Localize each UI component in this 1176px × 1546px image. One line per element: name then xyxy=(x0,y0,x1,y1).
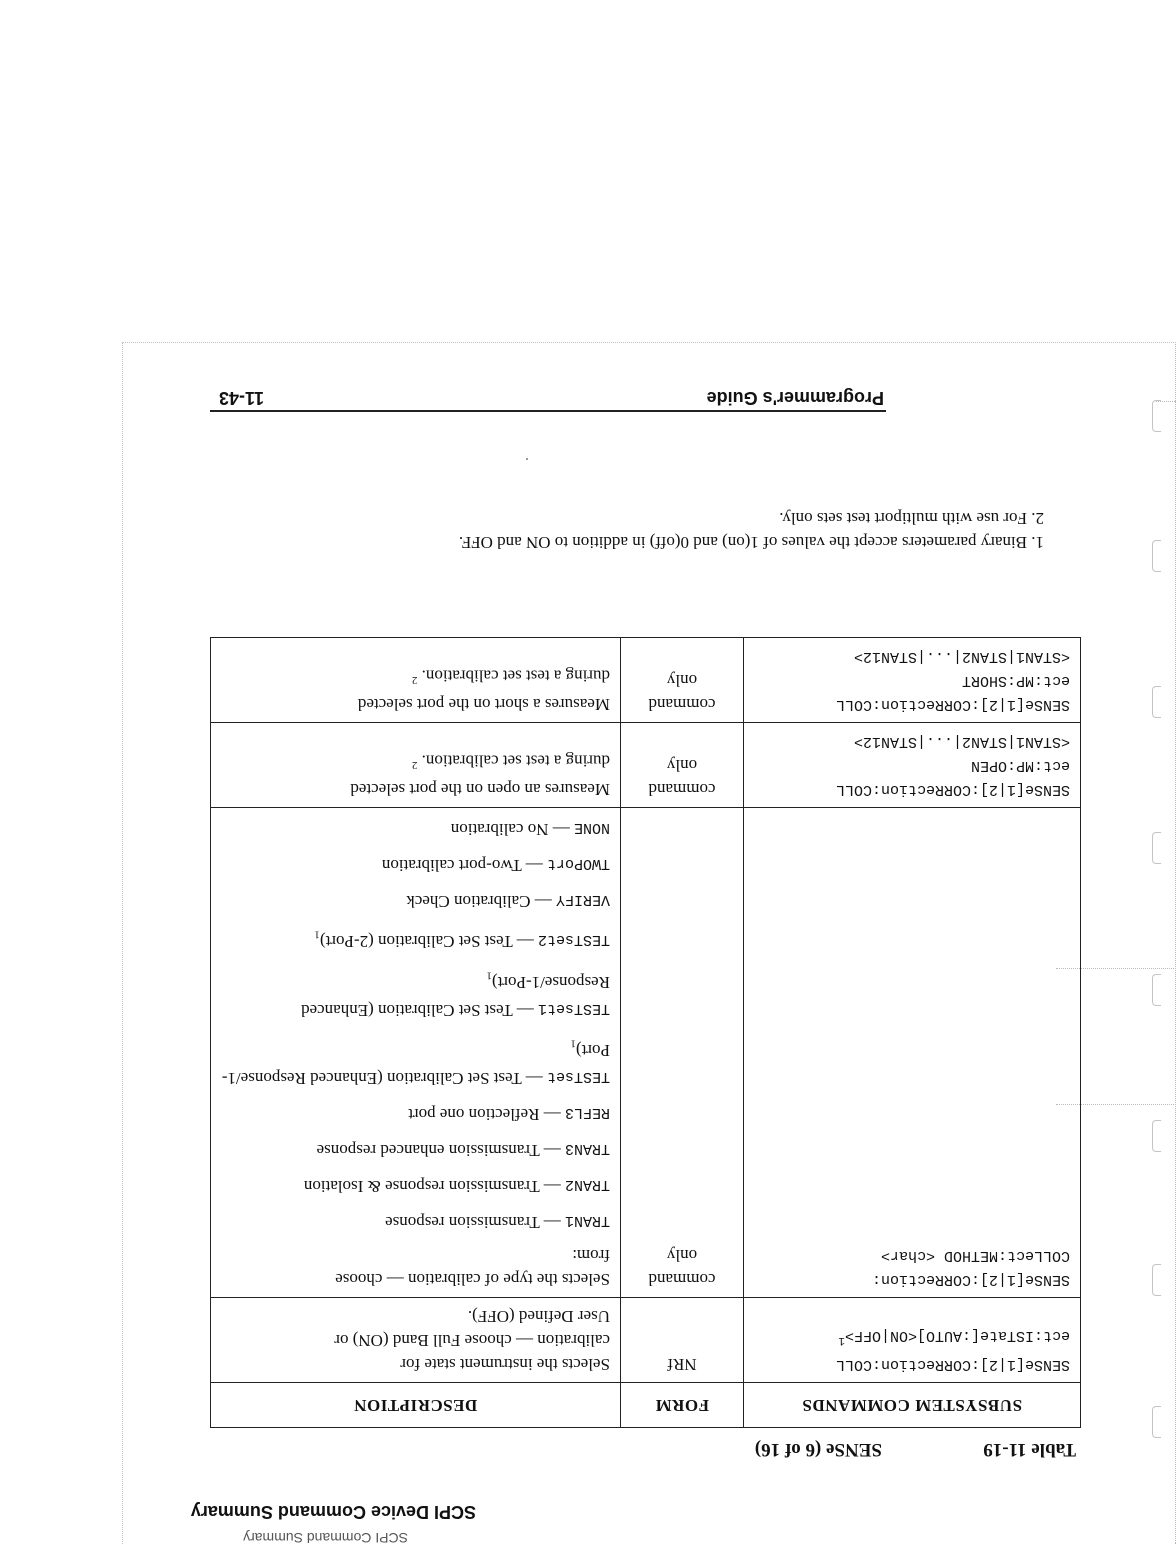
index-tab xyxy=(1152,540,1161,572)
option-code: TRAN1 xyxy=(564,1212,610,1229)
option-item xyxy=(221,1171,610,1199)
form-value: only xyxy=(666,755,698,775)
description-cell xyxy=(211,637,621,722)
command-table xyxy=(210,637,1081,1428)
index-tab xyxy=(1152,974,1161,1006)
option-text: — Transmission response & Isolation xyxy=(303,1177,561,1196)
table-row xyxy=(211,637,1081,722)
description-line: Selects the instrument state for xyxy=(400,1355,610,1374)
form-value: command xyxy=(648,1270,716,1289)
option-text: — Calibration Check xyxy=(406,891,552,911)
table-row xyxy=(211,807,1081,1297)
command-line: SENSe[1|2]:CORRection:COLL xyxy=(835,1356,1070,1373)
description-line: during a test set calibration. xyxy=(421,751,610,771)
column-header: SUBSYSTEM COMMANDS xyxy=(744,1383,1081,1428)
command-line: SENSe[1|2]:CORRection:COLL xyxy=(835,695,1070,713)
command-cell xyxy=(744,807,1081,1297)
cut-mark xyxy=(1056,1104,1176,1105)
option-item xyxy=(221,850,610,878)
form-value: NRf xyxy=(667,1355,697,1374)
scan-edge-left xyxy=(122,342,124,1544)
form-cell xyxy=(621,722,744,807)
option-item xyxy=(221,962,610,1022)
command-line: ect:MP:OPEN xyxy=(970,756,1070,774)
command-line: ect:ISTate[:AUTO]<ON|OFF> xyxy=(844,1327,1070,1344)
cut-mark xyxy=(1056,968,1176,969)
column-header: FORM xyxy=(621,1383,744,1428)
index-tab xyxy=(1152,1264,1161,1296)
option-text: — Two-port calibration xyxy=(381,855,543,875)
footnotes xyxy=(459,506,1044,554)
description-line: from: xyxy=(572,1246,610,1265)
footnote-ref: 1 xyxy=(838,1334,845,1346)
command-line: SENSe[1|2]:CORRection:COLL xyxy=(835,780,1070,798)
footnote-ref: 2 xyxy=(411,673,418,686)
option-code: NONE xyxy=(573,818,610,836)
option-code: TWOPort xyxy=(546,854,610,872)
option-item xyxy=(221,1031,610,1091)
option-code: TESTset1 xyxy=(537,999,610,1017)
option-item xyxy=(221,1135,610,1163)
option-code: TESTset xyxy=(546,1068,610,1085)
command-line: <STAN1|STAN2|...|STAN12> xyxy=(853,647,1070,665)
footnote-2: 2. For use with multiport test sets only. xyxy=(779,509,1044,528)
option-text: — Transmission enhanced response xyxy=(316,1141,561,1160)
index-tab xyxy=(1152,832,1161,864)
description-line: during a test set calibration. xyxy=(421,666,610,686)
footnote-1: 1. Binary parameters accept the values of 1(on) and 0(off) in addition to ON and OFF. xyxy=(458,533,1044,552)
scan-speck xyxy=(526,458,528,460)
option-item xyxy=(221,886,610,914)
description-cell xyxy=(211,807,621,1297)
option-code: TRAN3 xyxy=(564,1140,610,1157)
column-header: DESCRIPTION xyxy=(211,1383,621,1428)
index-tab xyxy=(1152,400,1161,432)
description-line: Measures a short on the port selected xyxy=(357,694,610,714)
form-cell xyxy=(621,1298,744,1383)
option-code: REFL3 xyxy=(564,1104,610,1121)
table-row xyxy=(211,1298,1081,1383)
option-code: TRAN2 xyxy=(564,1176,610,1193)
index-tab xyxy=(1152,686,1161,718)
description-cell xyxy=(211,1298,621,1383)
command-line: COLLect:METHOD <char> xyxy=(880,1247,1070,1264)
table-row xyxy=(211,722,1081,807)
description-line: Selects the type of calibration — choose xyxy=(335,1270,610,1289)
index-tab xyxy=(1152,1120,1161,1152)
option-item xyxy=(221,1099,610,1127)
scan-edge-top xyxy=(122,342,1176,344)
command-line: ect:MP:SHORT xyxy=(961,671,1070,689)
description-line: calibration — choose Full Band (ON) or xyxy=(334,1331,610,1350)
footnote-ref: 2 xyxy=(411,758,418,771)
option-item xyxy=(221,1207,610,1235)
option-text: — Reflection one port xyxy=(408,1105,561,1124)
table-number: Table 11-19 xyxy=(983,1439,1076,1460)
form-value: only xyxy=(666,1246,698,1265)
command-cell xyxy=(744,637,1081,722)
footnote-ref: 1 xyxy=(314,928,320,941)
option-text: — Test Set Calibration (Enhanced Response/1-Port) xyxy=(221,1041,610,1088)
description-line: User Defined (OFF). xyxy=(467,1307,610,1326)
command-line: <STAN1|STAN2|...|STAN12> xyxy=(853,732,1070,750)
table-header-row xyxy=(211,1383,1081,1428)
form-value: only xyxy=(666,670,698,690)
footnote-ref: 1 xyxy=(570,1037,576,1050)
option-item xyxy=(221,814,610,842)
cut-header-text: SCPI Command Summary xyxy=(243,1530,408,1546)
command-line: SENSe[1|2]:CORRection: xyxy=(871,1271,1070,1288)
footer-guide-title: Programmer's Guide xyxy=(706,388,884,408)
option-code: TESTset2 xyxy=(537,931,610,949)
table-title: SENSe (6 of 16) xyxy=(754,1439,882,1460)
section-title: SCPI Device Command Summary xyxy=(190,1502,476,1522)
footer-rule xyxy=(210,410,886,412)
option-item xyxy=(221,922,610,954)
option-text: — No calibration xyxy=(450,819,570,839)
form-value: command xyxy=(648,694,716,714)
description-cell xyxy=(211,722,621,807)
description-line: Measures an open on the port selected xyxy=(350,779,610,799)
form-value: command xyxy=(648,779,716,799)
form-cell xyxy=(621,637,744,722)
index-tab xyxy=(1152,1406,1161,1438)
form-cell xyxy=(621,807,744,1297)
option-code: VERIFY xyxy=(555,890,610,908)
page-number: 11-43 xyxy=(218,388,264,408)
command-cell xyxy=(744,1298,1081,1383)
footnote-ref: 1 xyxy=(486,969,492,982)
command-cell xyxy=(744,722,1081,807)
option-text: — Transmission response xyxy=(385,1213,561,1232)
option-text: — Test Set Calibration (2-Port) xyxy=(319,932,534,952)
option-text: — Test Set Calibration (Enhanced Response/1-Port) xyxy=(301,972,610,1020)
